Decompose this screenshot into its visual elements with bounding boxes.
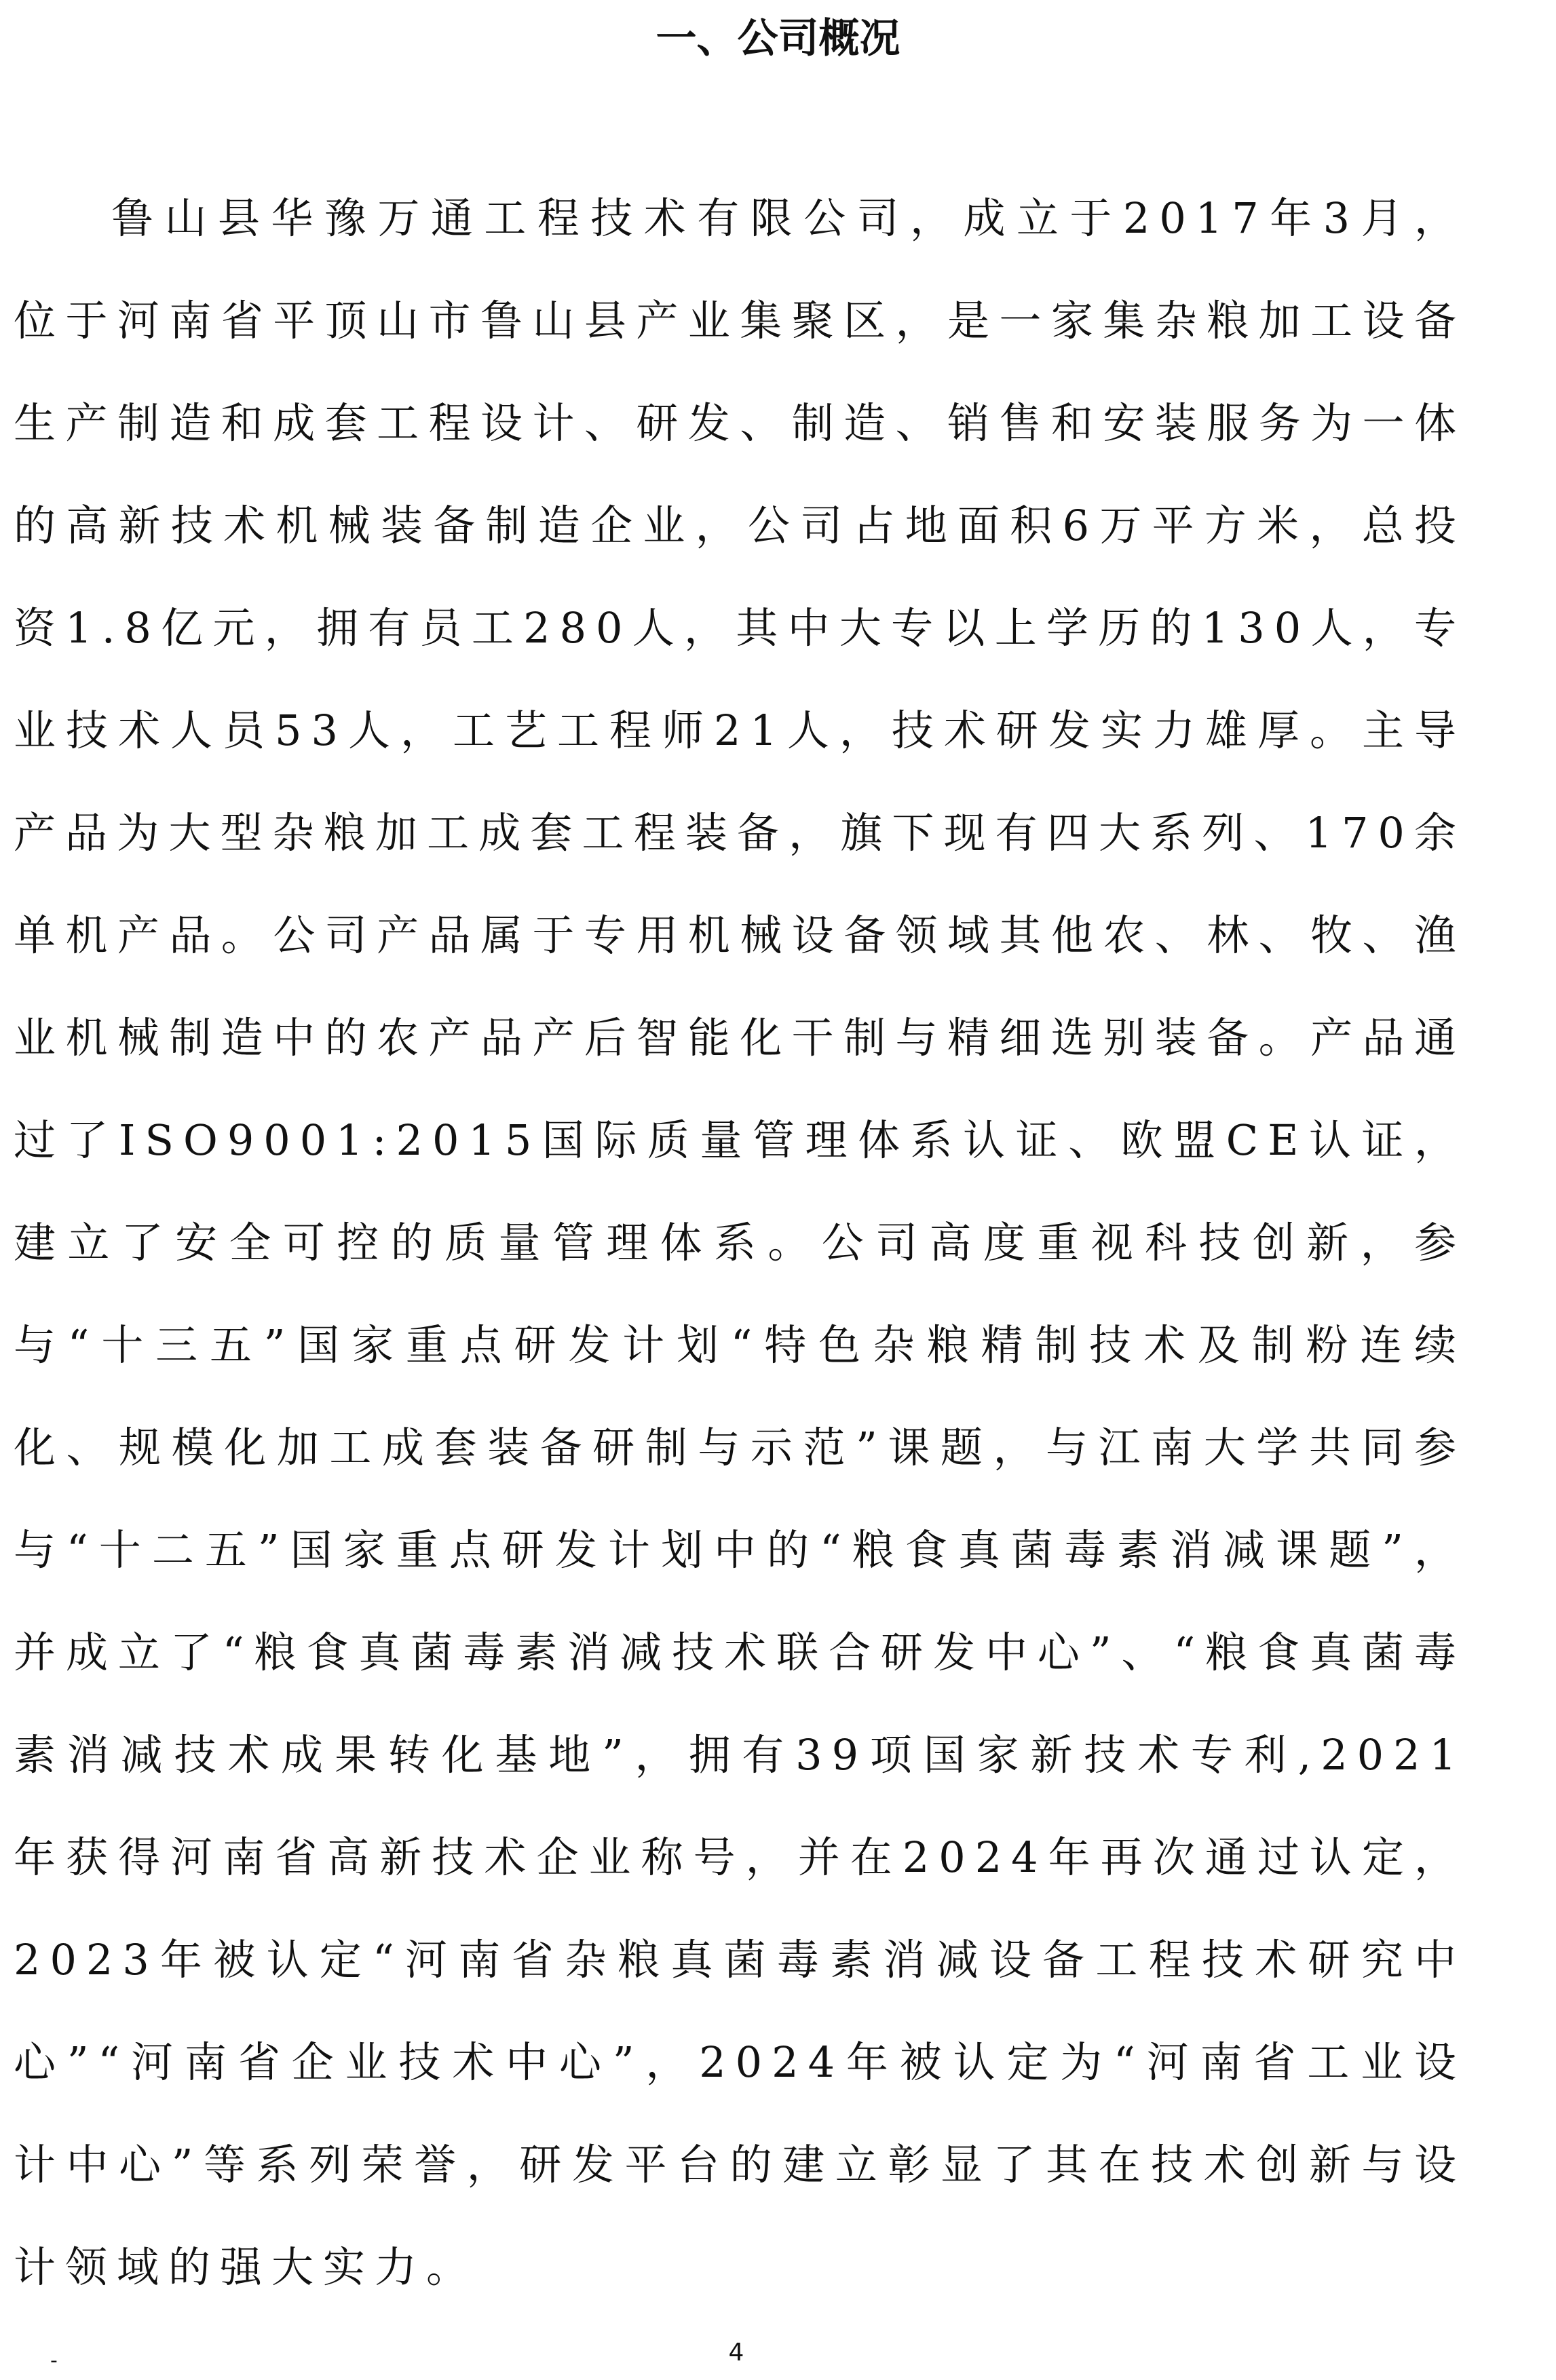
section-heading: 一、公司概况 [656, 15, 900, 62]
page-number: 4 [728, 2339, 744, 2366]
body-paragraph: 鲁山县华豫万通工程技术有限公司，成立于2017年3月，位于河南省平顶山市鲁山县产业集聚区，是一家集杂粮加工设备生产制造和成套工程设计、研发、制造、销售和安装服务为一体的高新技术机械装备制造企业，公司占地面积6万平方米，总投资1.8亿元，拥有员工280人，其中大专以上学历的130人，专业技术人员53人，工艺工程师21人，技术研发实力雄厚。主导产品为大型杂粮加工成套工程装备，旗下现有四大系列、170余单机产品。公司产品属于专用机械设备领域其他农、林、牧、渔业机械制造中的农产品产后智能化干制与精细选别装备。产品通过了ISO9001:2015国际质量管理体系认证、欧盟CE认证，建立了安全可控的质量管理体系。公司高度重视科技创新，参与“十三五”国家重点研发计划“特色杂粮精制技术及制粉连续化、规模化加工成套装备研制与示范”课题，与江南大学共同参与“十二五”国家重点研发计划中的“粮食真菌毒素消减课题”，并成立了“粮食真菌毒素消减技术联合研发中心”、“粮食真菌毒素消减技术成果转化基地”，拥有39项国家新技术专利,2021年获得河南省高新技术企业称号，并在2024年再次通过认定，2023年被认定“河南省杂粮真菌毒素消减设备工程技术研究中心”“河南省企业技术中心”，2024年被认定为“河南省工业设计中心”等系列荣誉，研发平台的建立彰显了其在技术创新与设计领域的强大实力。 [14, 193, 1466, 2292]
footer-dash: - [50, 2349, 58, 2373]
